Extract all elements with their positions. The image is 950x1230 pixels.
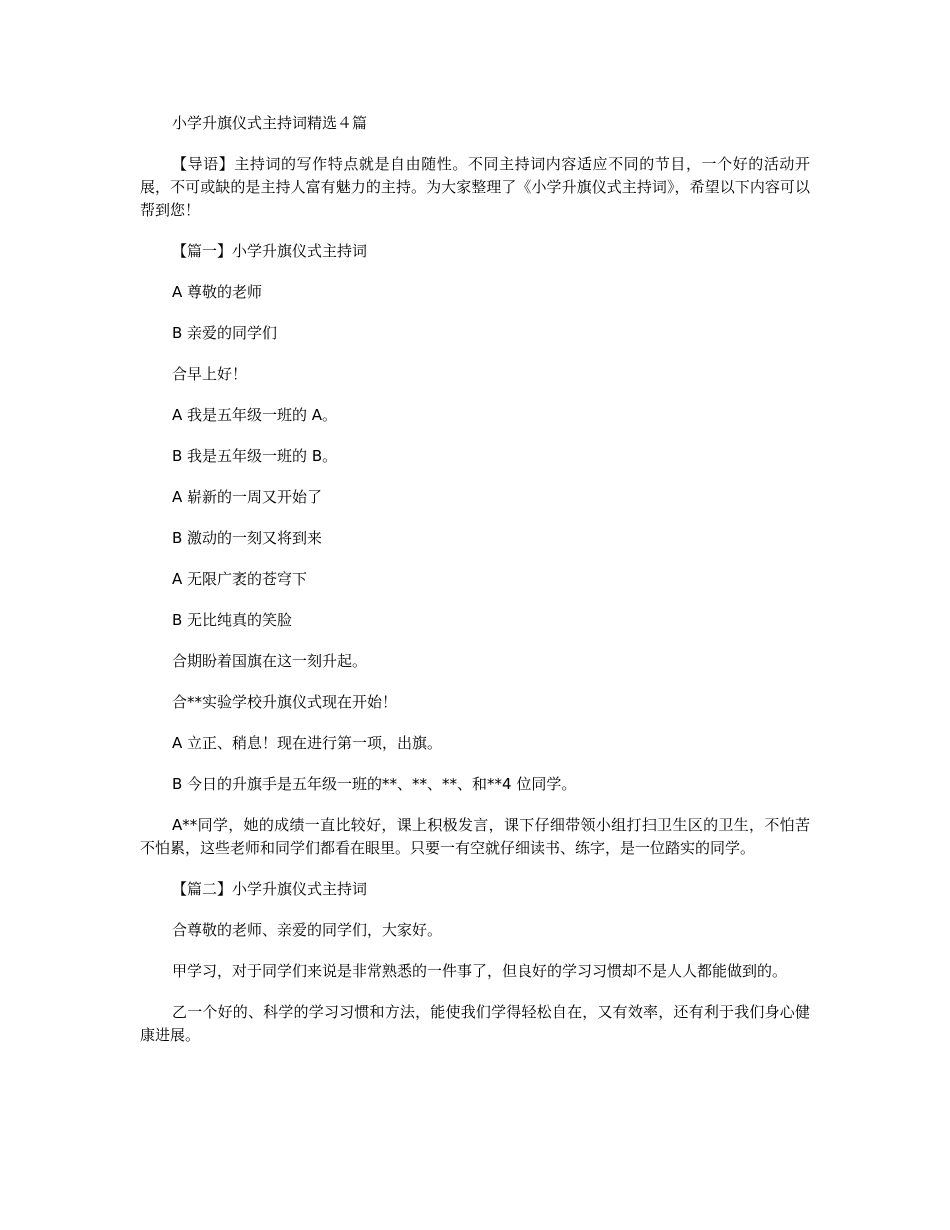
script-line: A 无限广袤的苍穹下 <box>172 570 308 588</box>
document-title: 小学升旗仪式主持词精选４篇 <box>172 114 368 132</box>
script-line: A 立正、稍息！现在进行第一项，出旗。 <box>172 734 443 752</box>
script-line: B 亲爱的同学们 <box>172 324 278 342</box>
script-line: B 我是五年级一班的 B。 <box>172 447 338 465</box>
script-line: A 尊敬的老师 <box>172 283 263 301</box>
script-paragraph: A**同学，她的成绩一直比较好，课上积极发言，课下仔细带领小组打扫卫生区的卫生，不怕苦不怕累，这些老师和同学们都看在眼里。只要一有空就仔细读书、练字，是一位踏实的同学。 <box>140 816 810 857</box>
script-line: A 崭新的一周又开始了 <box>172 488 323 506</box>
script-line: B 无比纯真的笑脸 <box>172 611 293 629</box>
script-paragraph: 甲学习，对于同学们来说是非常熟悉的一件事了，但良好的学习习惯却不是人人都能做到的。 <box>172 962 788 980</box>
script-line: B 今日的升旗手是五年级一班的**、**、**、和**4 位同学。 <box>172 775 577 793</box>
script-line: 合早上好！ <box>172 365 248 383</box>
script-line: 合期盼着国旗在这一刻升起。 <box>172 652 368 670</box>
script-line: A 我是五年级一班的 A。 <box>172 406 338 424</box>
document-page <box>140 112 810 1065</box>
script-paragraph: 乙一个好的、科学的学习习惯和方法，能使我们学得轻松自在，又有效率，还有利于我们身心健康进展。 <box>140 1003 810 1044</box>
section-heading-2: 【篇二】小学升旗仪式主持词 <box>172 880 368 898</box>
intro-paragraph: 【导语】主持词的写作特点就是自由随性。不同主持词内容适应不同的节目，一个好的活动开展，不可或缺的是主持人富有魅力的主持。为大家整理了《小学升旗仪式主持词》，希望以下内容可以帮到您！ <box>140 155 810 219</box>
section-heading-1: 【篇一】小学升旗仪式主持词 <box>172 242 368 260</box>
script-line: 合**实验学校升旗仪式现在开始！ <box>172 693 398 711</box>
script-line: B 激动的一刻又将到来 <box>172 529 323 547</box>
script-line: 合尊敬的老师、亲爱的同学们，大家好。 <box>172 921 443 939</box>
